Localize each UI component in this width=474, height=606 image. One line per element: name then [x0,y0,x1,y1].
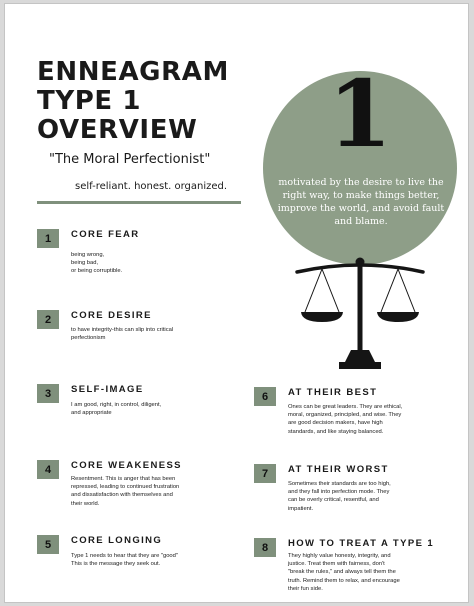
section-heading: AT THEIR WORST [288,464,389,475]
section-heading: SELF-IMAGE [71,384,144,395]
subtitle: "The Moral Perfectionist" [49,152,211,167]
section-at-their-best [254,387,459,447]
section-heading: CORE LONGING [71,535,163,546]
section-text: Type 1 needs to hear that they are "good" This is the message they seek out. [71,553,178,568]
page-title [37,58,229,145]
section-core-longing [37,535,237,585]
section-text: I am good, right, in control, diligent, and appropriate [71,402,162,417]
section-heading: CORE WEAKENESS [71,460,182,471]
section-number-badge: 7 [254,464,276,483]
motivation-text: motivated by the desire to live the right way, to make things better, improve the world, and avoid fault and blame. [277,177,445,227]
section-text: Resentment. This is anger that has been repressed, leading to continued frustration and dissatisfaction with themselves and their world. [71,476,180,507]
section-heading: HOW TO TREAT A TYPE 1 [288,538,435,549]
section-heading: AT THEIR BEST [288,387,378,398]
section-self-image [37,384,237,434]
section-number-badge: 6 [254,387,276,406]
infographic-page [4,3,469,603]
section-number-badge: 5 [37,535,59,554]
section-core-fear [37,229,237,289]
section-text: Ones can be great leaders. They are ethical, moral, organized, principled, and wise. They are good decision makers, have high standards, and like staying balanced. [288,404,403,435]
section-core-weakness [37,460,237,520]
section-text: to have integrity-this can slip into critical perfectionism [71,327,174,342]
section-number-badge: 8 [254,538,276,557]
section-core-desire [37,310,237,360]
section-text: Sometimes their standards are too high, and they fall into perfection mode. They can be overly critical, resentful, and impatient. [288,481,391,512]
title-line: OVERVIEW [37,115,198,145]
title-line: TYPE 1 [37,86,142,116]
section-how-to-treat [254,538,459,602]
section-text: They highly value honesty, integrity, and justice. Treat them with fairness, don't "break the rules," and always tell them the truth. Remind them to relax, and encourage their fun side. [288,553,400,592]
section-number-badge: 1 [37,229,59,248]
balance-scale-icon [295,254,425,372]
section-number-badge: 4 [37,460,59,479]
section-heading: CORE DESIRE [71,310,152,321]
section-at-their-worst [254,464,459,524]
section-number-badge: 2 [37,310,59,329]
section-heading: CORE FEAR [71,229,140,240]
traits-tagline: self-reliant. honest. organized. [75,181,228,192]
title-line: ENNEAGRAM [37,57,229,87]
section-text: being wrong, being bad, or being corruptible. [71,252,123,275]
section-number-badge: 3 [37,384,59,403]
divider [37,201,241,204]
type-number: 1 [327,60,392,168]
